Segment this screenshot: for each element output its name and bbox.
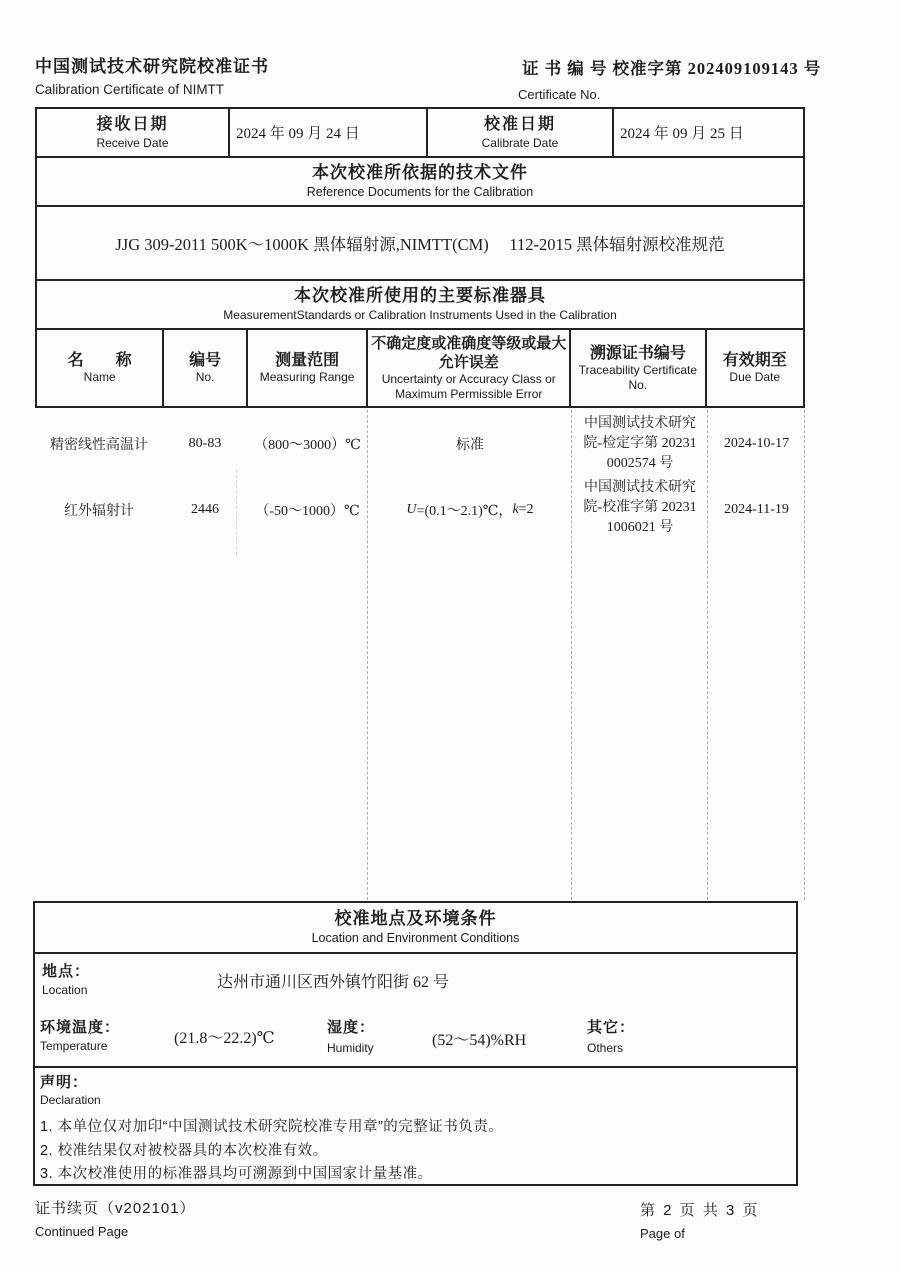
footer-continued-page-en: Continued Page <box>35 1224 129 1239</box>
reference-docs-header-en: Reference Documents for the Calibration <box>306 185 534 199</box>
reference-docs-header-cn: 本次校准所依据的技术文件 <box>312 163 528 182</box>
declaration-item-2: 2. 校准结果仅对被校器具的本次校准有效。 <box>40 1143 328 1159</box>
calibrate-date-label-cell <box>428 109 614 156</box>
environment-box-header <box>35 903 796 954</box>
measuring-range: （-50～1000）℃ <box>255 503 360 519</box>
uncertainty: U =(0.1～2.1)℃， k =2 <box>406 501 534 519</box>
standards-row-1 <box>35 414 805 474</box>
certificate-info-table <box>35 107 805 408</box>
humidity-value: (52～54)%RH <box>432 1032 527 1049</box>
standards-row-2 <box>35 478 805 541</box>
column-header-range: 测量范围 Measuring Range <box>248 330 368 406</box>
temperature-value: (21.8～22.2)℃ <box>174 1030 275 1047</box>
page-title-en: Calibration Certificate of NIMTT <box>35 82 225 97</box>
page-title: 中国测试技术研究院校准证书 <box>35 57 269 76</box>
traceability-certificate-no: 中国测试技术研究 院-校准字第 20231 1006021 号 <box>583 480 697 535</box>
reference-docs-header <box>37 158 803 207</box>
humidity-label-cn: 湿度： <box>327 1019 376 1036</box>
declaration-item-3: 3. 本次校准使用的标准器具均可溯源到中国国家计量基准。 <box>40 1166 433 1182</box>
environment-header-en: Location and Environment Conditions <box>311 931 520 945</box>
temperature-label-cn: 环境温度： <box>40 1019 121 1036</box>
standards-column-header-row <box>37 330 803 406</box>
standards-header-cn: 本次校准所使用的主要标准器具 <box>294 286 546 305</box>
declaration-label-en: Declaration <box>40 1093 101 1107</box>
location-label-cn: 地点： <box>42 963 91 980</box>
standards-header-en: MeasurementStandards or Calibration Instruments Used in the Calibration <box>223 308 617 322</box>
receive-date-label-cell <box>37 109 230 156</box>
reference-docs-content-row <box>37 207 803 281</box>
location-label-en: Location <box>42 983 88 997</box>
certificate-number-label-en: Certificate No. <box>518 87 601 102</box>
column-header-due-date: 有效期至 Due Date <box>722 352 787 384</box>
footer-page-number-cn: 第 2 页 共 3 页 <box>640 1202 760 1219</box>
standards-header <box>37 281 803 330</box>
instrument-no: 80-83 <box>188 436 222 451</box>
environment-conditions-box <box>33 901 798 1186</box>
calibrate-date-value-cell <box>614 109 803 156</box>
footer-continued-page-cn: 证书续页（v202101） <box>35 1200 196 1217</box>
instrument-name: 精密线性高温计 <box>50 438 148 453</box>
instrument-no: 2446 <box>191 501 219 517</box>
due-date: 2024-11-19 <box>724 501 789 517</box>
others-label-cn: 其它： <box>587 1019 636 1036</box>
measuring-range: （800～3000）℃ <box>254 438 361 453</box>
calibrate-date-label-cn: 校准日期 <box>483 115 556 133</box>
declaration-label-cn: 声明： <box>40 1074 89 1091</box>
dates-row <box>37 109 803 158</box>
instrument-name: 红外辐射计 <box>64 503 134 519</box>
declaration-divider <box>35 1066 796 1068</box>
traceability-certificate-no: 中国测试技术研究 院-检定字第 20231 0002574 号 <box>583 416 697 471</box>
others-label-en: Others <box>587 1041 624 1055</box>
column-header-traceability: 溯源证书编号 Traceability Certificate No. <box>571 330 706 406</box>
uncertainty: 标准 <box>456 438 484 453</box>
column-header-name: 名 称 Name <box>37 330 164 406</box>
receive-date-label-cn: 接收日期 <box>96 115 169 133</box>
due-date: 2024-10-17 <box>723 436 790 451</box>
receive-date-label-en: Receive Date <box>96 135 169 150</box>
receive-date-value-cell <box>230 109 428 156</box>
temperature-label-en: Temperature <box>40 1039 108 1053</box>
column-header-no: 编号 No. <box>164 330 248 406</box>
environment-header-cn: 校准地点及环境条件 <box>334 909 497 928</box>
reference-docs-content: JJG 309-2011 500K～1000K 黑体辐射源,NIMTT(CM) 112-2015 黑体辐射源校准规范 <box>115 235 725 254</box>
humidity-label-en: Humidity <box>327 1041 374 1055</box>
column-header-uncertainty: 不确定度或准确度等级或最大允许误差 Uncertainty or Accuracy Class or Maximum Permissible Error <box>368 330 571 406</box>
calibrate-date-value: 2024 年 09 月 25 日 <box>620 126 744 142</box>
receive-date-value: 2024 年 09 月 24 日 <box>236 126 360 142</box>
declaration-item-1: 1. 本单位仅对加印“中国测试技术研究院校准专用章”的完整证书负责。 <box>40 1119 504 1135</box>
location-value: 达州市通川区西外镇竹阳街 62 号 <box>217 974 450 991</box>
footer-page-number-en: Page of <box>640 1226 685 1241</box>
certificate-number: 证 书 编 号 校准字第 202409109143 号 <box>522 59 822 78</box>
calibrate-date-label-en: Calibrate Date <box>481 135 559 150</box>
